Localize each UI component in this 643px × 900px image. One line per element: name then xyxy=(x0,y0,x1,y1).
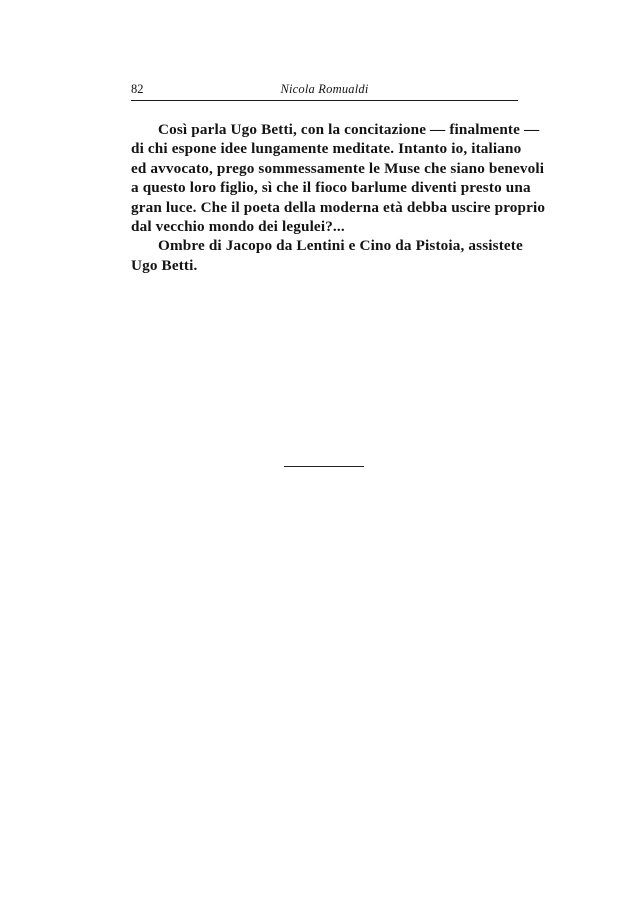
text-line: Ugo Betti. xyxy=(131,256,198,274)
text-line: Così parla Ugo Betti, con la concitazione — finalmente — xyxy=(158,121,540,138)
section-divider xyxy=(284,466,364,467)
body-text xyxy=(131,120,546,275)
running-title: Nicola Romualdi xyxy=(280,82,369,96)
text-line: Ombre di Jacopo da Lentini e Cino da Pistoia, assistete xyxy=(158,237,523,255)
text-line: ed avvocato, prego sommessamente le Muse che siano benevoli xyxy=(131,159,545,177)
text-line: gran luce. Che il poeta della moderna età debba uscire proprio xyxy=(131,198,546,216)
text-line: di chi espone idee lungamente meditate. Intanto io, italiano xyxy=(131,140,522,158)
text-line: a questo loro figlio, sì che il fioco barlume diventi presto una xyxy=(131,179,531,197)
text-line: dal vecchio mondo dei legulei?... xyxy=(131,218,345,236)
page-number: 82 xyxy=(131,82,144,96)
running-head xyxy=(131,80,518,101)
paragraph-2 xyxy=(131,236,523,275)
paragraph-1 xyxy=(131,120,546,236)
